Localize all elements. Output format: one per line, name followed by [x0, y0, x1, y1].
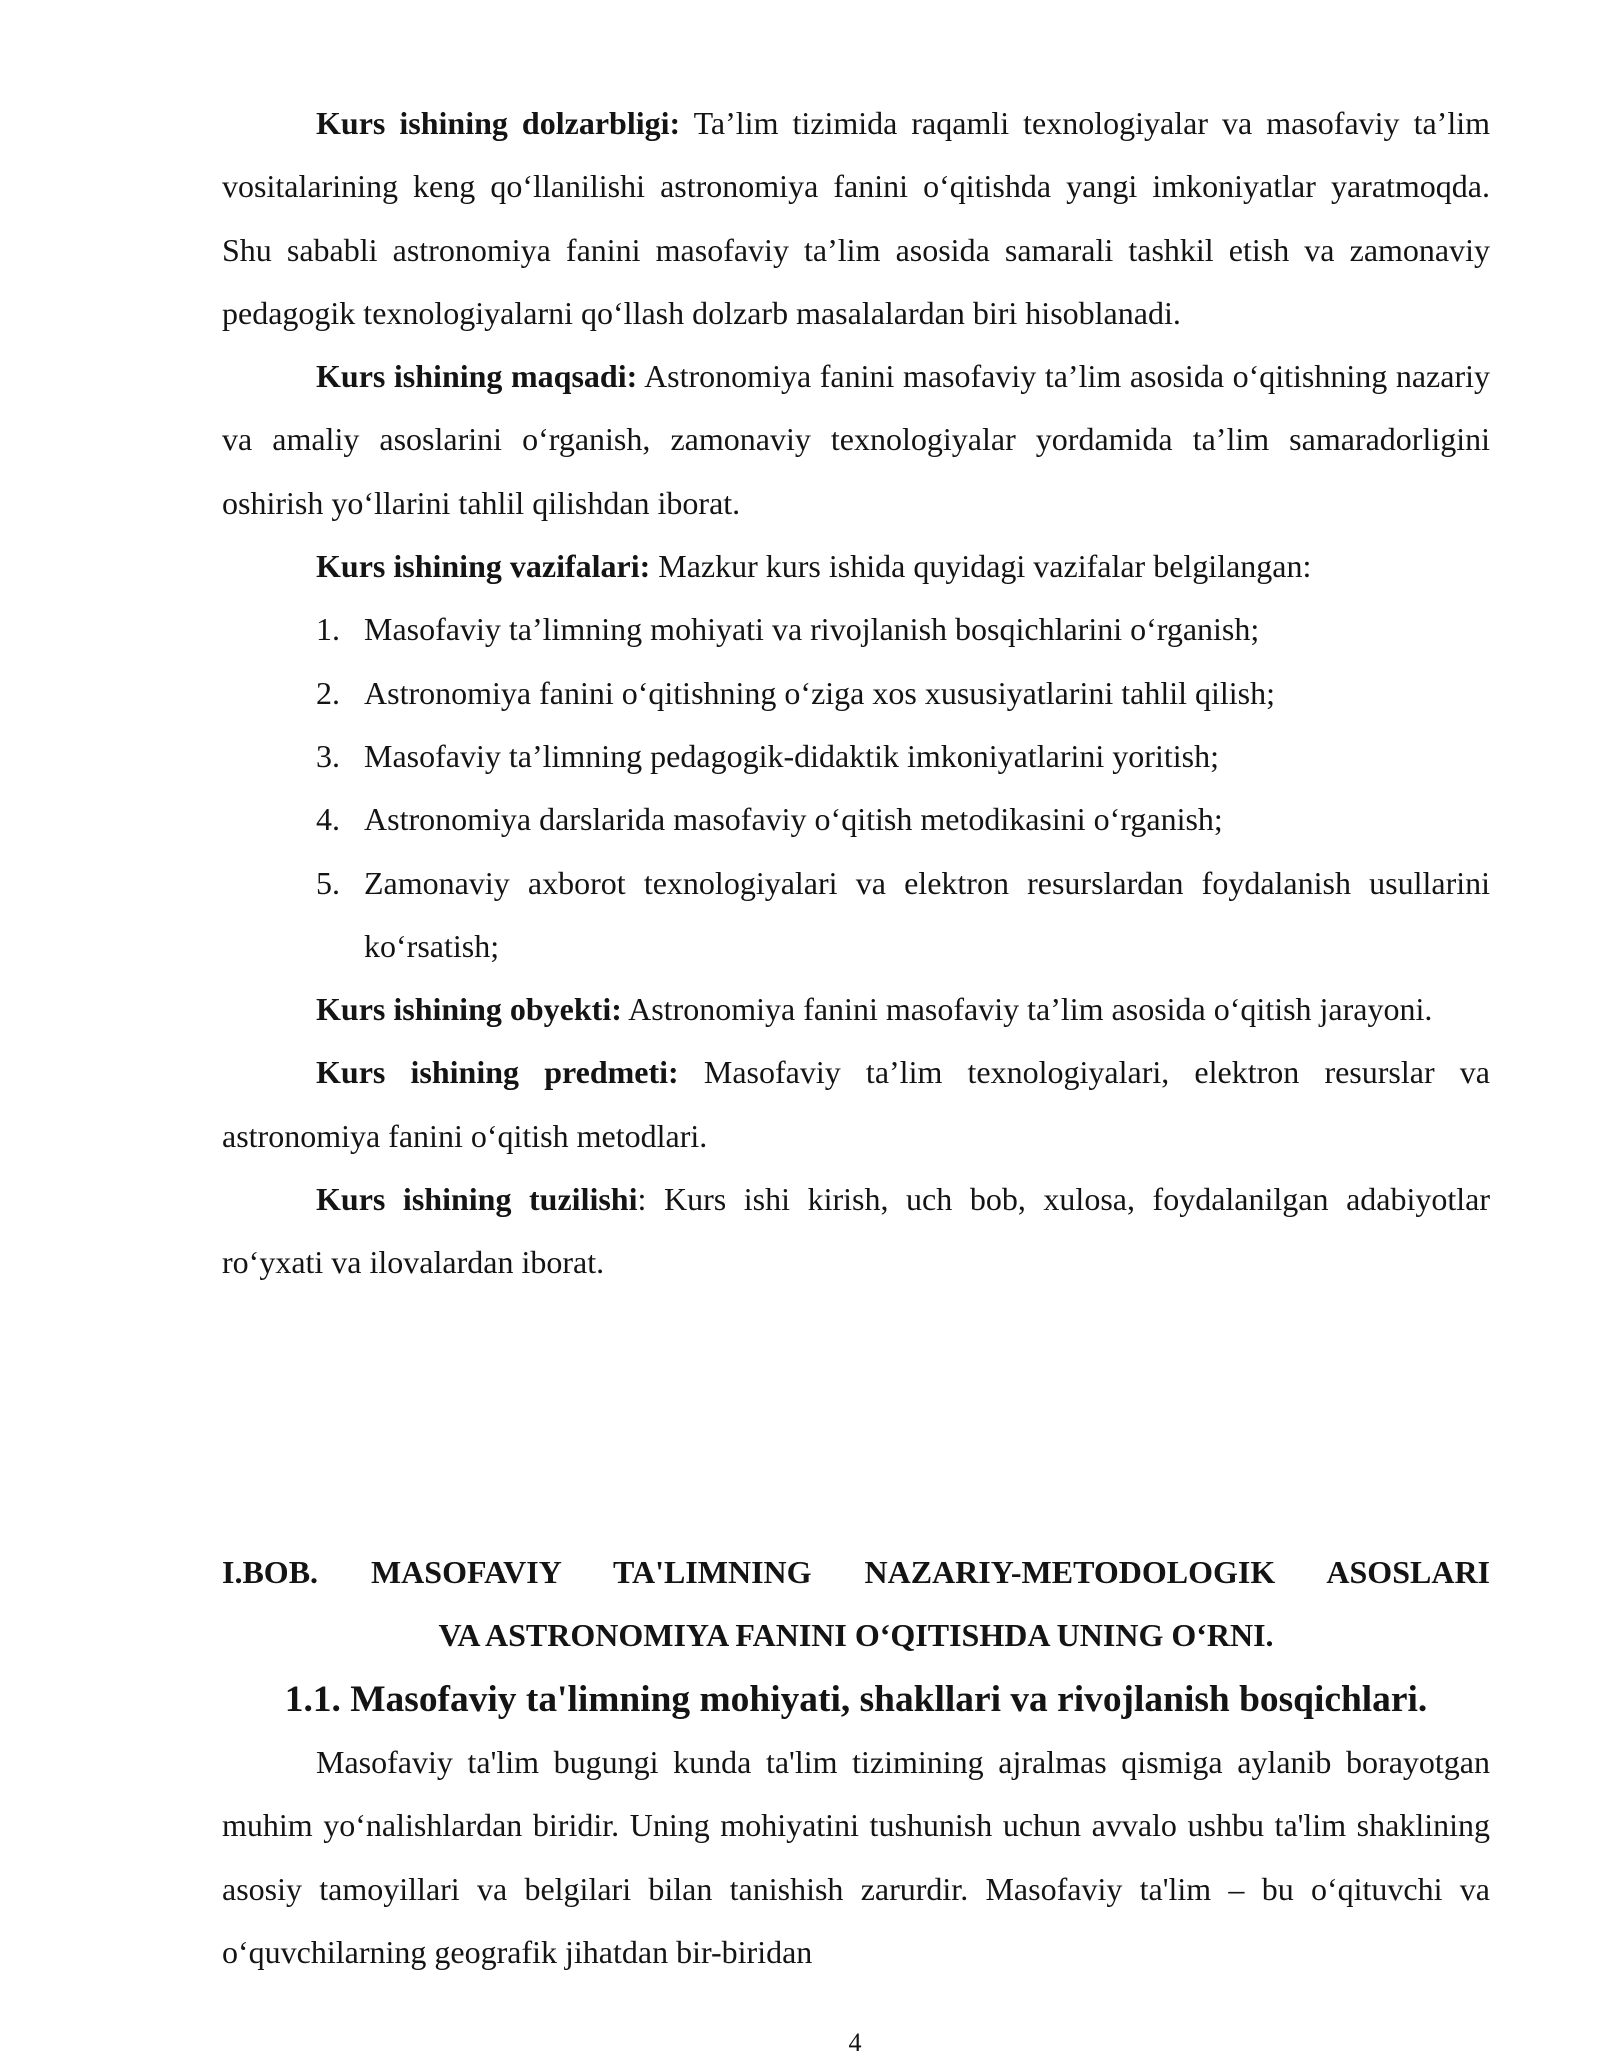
list-item-text: Astronomiya darslarida masofaviy o‘qitish metodikasini o‘rganish; — [364, 801, 1223, 838]
list-item-text: Masofaviy ta’limning mohiyati va rivojlanish bosqichlarini o‘rganish; — [364, 611, 1260, 648]
subject-paragraph — [222, 1041, 1490, 1168]
relevance-label: Kurs ishining dolzarbligi: — [316, 105, 681, 141]
tasks-paragraph — [222, 535, 1490, 598]
chapter-heading-line-2: VA ASTRONOMIYA FANINI O‘QITISHDA UNING O‘RNI. — [438, 1617, 1274, 1654]
goal-paragraph — [222, 345, 1490, 535]
tasks-list — [222, 598, 1490, 978]
list-item-text: Astronomiya fanini o‘qitishning o‘ziga xos xususiyatlarini tahlil qilish; — [364, 674, 1276, 711]
list-item-text: Zamonaviy axborot texnologiyalari va elektron resurslardan foydalanish usullarini ko‘rsatish; — [364, 864, 1490, 964]
list-item — [222, 788, 1490, 851]
relevance-paragraph — [222, 92, 1490, 345]
section-heading: 1.1. Masofaviy ta'limning mohiyati, shakllari va rivojlanish bosqichlari. — [284, 1679, 1428, 1720]
structure-paragraph — [222, 1168, 1490, 1295]
goal-label: Kurs ishining maqsadi: — [316, 358, 638, 395]
section-body — [222, 1731, 1490, 1984]
list-item — [222, 852, 1490, 979]
structure-text: : Kurs ishi kirish, uch bob, xulosa, foydalanilgan adabiyotlar ro‘yxati va ilovalardan iborat. — [222, 1181, 1491, 1281]
relevance-text: Ta’lim tizimida raqamli texnologiyalar va masofaviy ta’lim vositalarining keng qo‘llanilishi astronomiya fanini o‘qitishda yangi imkoniyatlar yaratmoqda. Shu sababli astronomiya fanini masofaviy ta’lim asosida samarali tashkil etish va zamonaviy pedagogik texnologiyalarni qo‘llash dolzarb masalalardan biri hisoblanadi. — [222, 105, 1491, 331]
introduction-block — [222, 92, 1490, 1295]
chapter-heading-line-1: I.BOB. MASOFAVIY TA'LIMNING NAZARIY-METODOLOGIK ASOSLARI — [222, 1554, 1490, 1590]
subject-text: Masofaviy ta’lim texnologiyalari, elektron resurslar va astronomiya fanini o‘qitish metodlari. — [222, 1054, 1490, 1154]
object-paragraph — [222, 978, 1490, 1041]
list-item-number: 4. — [316, 801, 340, 838]
chapter-heading — [222, 1541, 1490, 1668]
list-item-text: Masofaviy ta’limning pedagogik-didaktik imkoniyatlarini yoritish; — [364, 737, 1219, 774]
goal-text: Astronomiya fanini masofaviy ta’lim asosida o‘qitishning nazariy va amaliy asoslarini o‘rganish, zamonaviy texnologiyalar yordamida ta’lim samaradorligini oshirish yo‘llarini tahlil qilishdan iborat. — [222, 358, 1491, 521]
list-item-number: 2. — [316, 674, 340, 711]
list-item — [222, 725, 1490, 788]
page-number: 4 — [848, 2028, 862, 2057]
list-item-number: 5. — [316, 864, 340, 901]
object-text: Astronomiya fanini masofaviy ta’lim asosida o‘qitish jarayoni. — [621, 991, 1433, 1028]
structure-label: Kurs ishining tuzilishi — [316, 1181, 638, 1218]
list-item-number: 1. — [316, 611, 340, 648]
list-item — [222, 662, 1490, 725]
object-label: Kurs ishining obyekti: — [316, 991, 622, 1028]
body-paragraph: Masofaviy ta'lim bugungi kunda ta'lim tizimining ajralmas qismiga aylanib borayotgan muhim yo‘nalishlardan biridir. Uning mohiyatini tushunish uchun avvalo ushbu ta'lim shaklining asosiy tamoyillari va belgilari bilan tanishish zarurdir. Masofaviy ta'lim – bu o‘qituvchi va o‘quvchilarning geografik jihatdan bir-biridan — [222, 1744, 1490, 1970]
subject-label: Kurs ishining predmeti: — [316, 1054, 679, 1091]
tasks-label: Kurs ishining vazifalari: — [316, 548, 651, 585]
list-item-number: 3. — [316, 737, 340, 774]
list-item — [222, 598, 1490, 661]
tasks-text: Mazkur kurs ishida quyidagi vazifalar belgilangan: — [650, 548, 1312, 585]
